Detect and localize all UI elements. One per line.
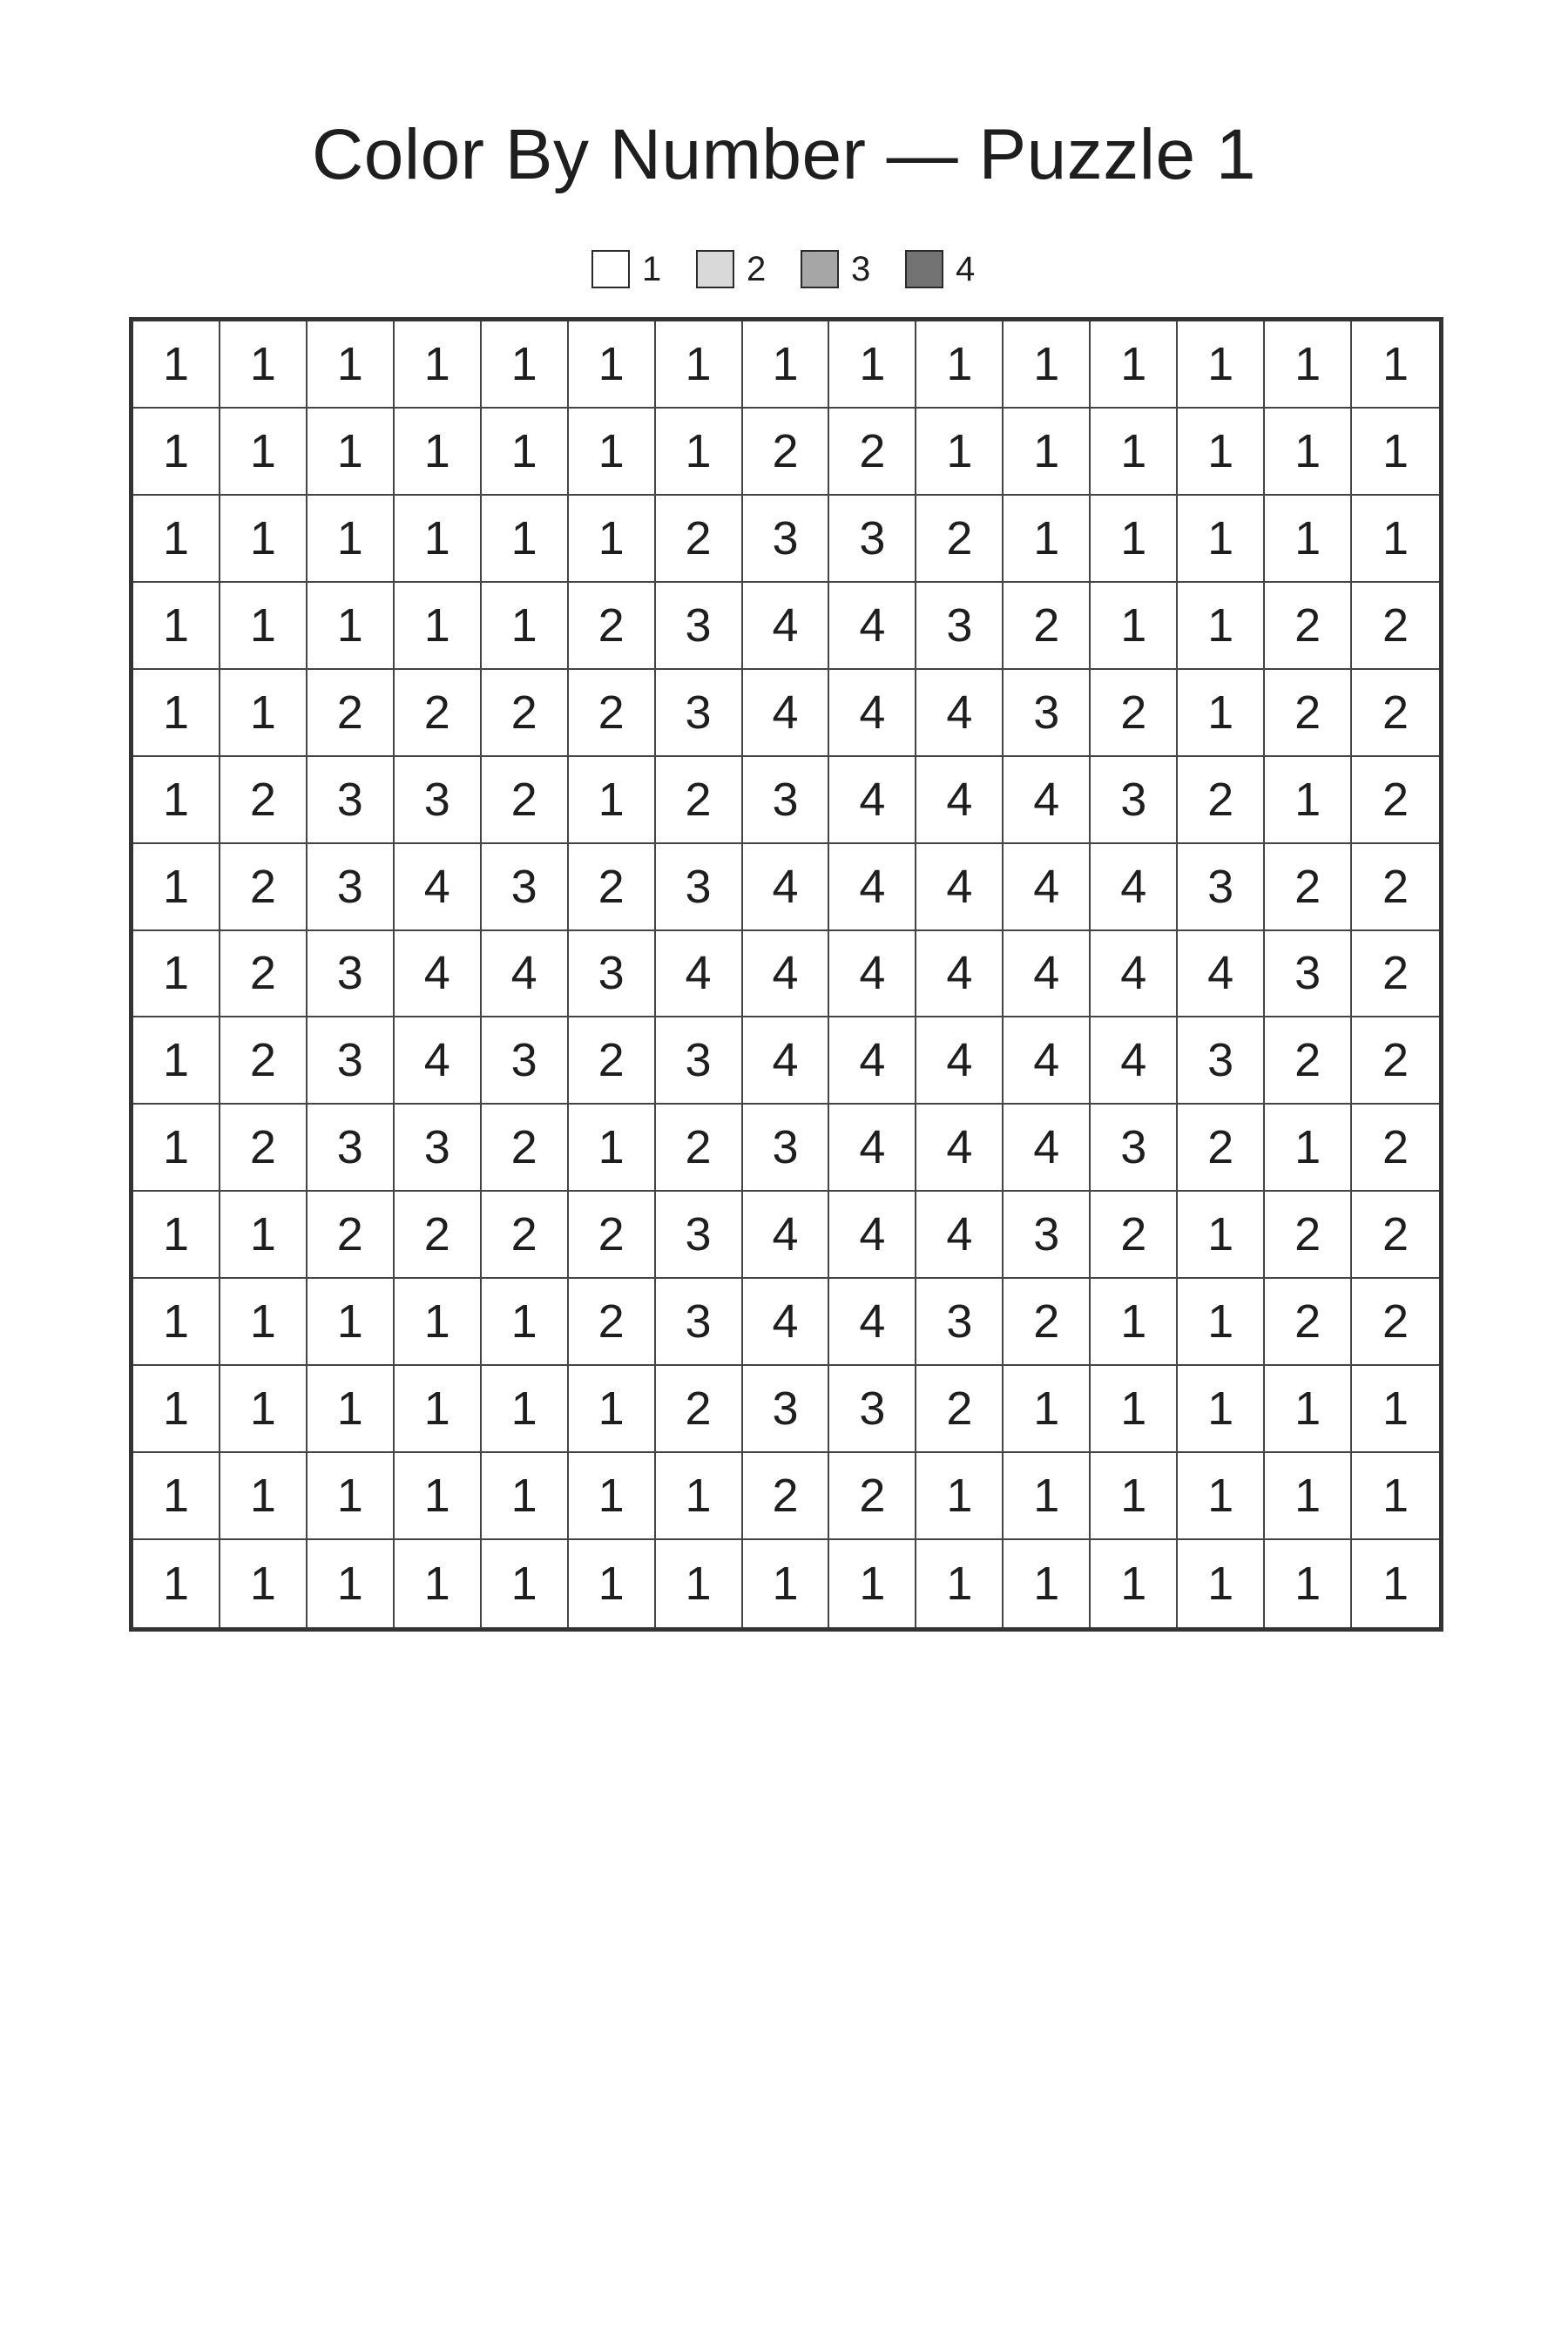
grid-cell[interactable]: 1	[569, 496, 656, 583]
grid-cell[interactable]: 3	[656, 670, 743, 757]
grid-cell[interactable]: 2	[1352, 844, 1439, 931]
grid-cell[interactable]: 1	[308, 496, 395, 583]
grid-cell[interactable]: 2	[1091, 1192, 1178, 1279]
grid-cell[interactable]: 4	[1178, 931, 1265, 1018]
grid-cell[interactable]: 3	[743, 1105, 830, 1192]
grid-cell[interactable]: 1	[482, 1453, 569, 1540]
grid-cell[interactable]: 1	[1178, 670, 1265, 757]
grid-cell[interactable]: 2	[916, 1366, 1004, 1453]
grid-cell[interactable]: 1	[133, 1279, 220, 1366]
grid-cell[interactable]: 3	[482, 844, 569, 931]
grid-cell[interactable]: 2	[395, 1192, 482, 1279]
grid-cell[interactable]: 1	[308, 1540, 395, 1627]
grid-cell[interactable]: 3	[1091, 757, 1178, 844]
grid-cell[interactable]: 2	[829, 409, 916, 496]
grid-cell[interactable]: 3	[743, 496, 830, 583]
legend-swatch-1[interactable]	[591, 250, 630, 288]
grid-cell[interactable]: 2	[482, 1192, 569, 1279]
grid-cell[interactable]: 1	[133, 496, 220, 583]
grid-cell[interactable]: 4	[829, 1017, 916, 1105]
grid-cell[interactable]: 1	[220, 1279, 308, 1366]
grid-cell[interactable]: 4	[395, 931, 482, 1018]
grid-cell[interactable]: 1	[308, 321, 395, 409]
grid-cell[interactable]: 1	[133, 583, 220, 670]
grid-cell[interactable]: 1	[1265, 1105, 1352, 1192]
legend-item-2[interactable]	[696, 250, 767, 288]
grid-cell[interactable]: 1	[1004, 1540, 1091, 1627]
grid-cell[interactable]: 4	[743, 1192, 830, 1279]
grid-cell[interactable]: 4	[916, 931, 1004, 1018]
grid-cell[interactable]: 1	[133, 1453, 220, 1540]
grid-cell[interactable]: 1	[308, 583, 395, 670]
grid-cell[interactable]: 1	[656, 1453, 743, 1540]
grid-cell[interactable]: 4	[829, 844, 916, 931]
grid-cell[interactable]: 2	[220, 1105, 308, 1192]
grid-cell[interactable]: 1	[220, 321, 308, 409]
grid-cell[interactable]: 2	[220, 757, 308, 844]
grid-cell[interactable]: 1	[1091, 409, 1178, 496]
grid-cell[interactable]: 1	[395, 321, 482, 409]
grid-cell[interactable]: 1	[656, 321, 743, 409]
grid-cell[interactable]: 2	[220, 1017, 308, 1105]
grid-cell[interactable]: 2	[1352, 931, 1439, 1018]
grid-cell[interactable]: 4	[1004, 757, 1091, 844]
grid-cell[interactable]: 4	[656, 931, 743, 1018]
grid-cell[interactable]: 2	[656, 496, 743, 583]
grid-cell[interactable]: 4	[916, 1192, 1004, 1279]
grid-cell[interactable]: 1	[569, 321, 656, 409]
grid-cell[interactable]: 1	[1178, 321, 1265, 409]
grid-cell[interactable]: 2	[1352, 1105, 1439, 1192]
grid-cell[interactable]: 3	[656, 844, 743, 931]
grid-cell[interactable]: 4	[1004, 1105, 1091, 1192]
grid-cell[interactable]: 2	[569, 1192, 656, 1279]
grid-cell[interactable]: 1	[1004, 1453, 1091, 1540]
grid-cell[interactable]: 1	[308, 409, 395, 496]
grid-cell[interactable]: 3	[395, 757, 482, 844]
grid-cell[interactable]: 1	[1091, 1279, 1178, 1366]
grid-cell[interactable]: 2	[1265, 1279, 1352, 1366]
grid-cell[interactable]: 1	[395, 1366, 482, 1453]
grid-cell[interactable]: 3	[308, 1017, 395, 1105]
grid-cell[interactable]: 2	[308, 1192, 395, 1279]
grid-cell[interactable]: 2	[308, 670, 395, 757]
grid-cell[interactable]: 1	[1178, 1453, 1265, 1540]
grid-cell[interactable]: 1	[482, 583, 569, 670]
grid-cell[interactable]: 1	[1352, 321, 1439, 409]
grid-cell[interactable]: 2	[395, 670, 482, 757]
grid-cell[interactable]: 1	[482, 1279, 569, 1366]
grid-cell[interactable]: 2	[916, 496, 1004, 583]
grid-cell[interactable]: 4	[916, 757, 1004, 844]
grid-cell[interactable]: 1	[829, 321, 916, 409]
legend-item-4[interactable]	[905, 250, 977, 288]
grid-cell[interactable]: 1	[1178, 1540, 1265, 1627]
grid-cell[interactable]: 3	[308, 1105, 395, 1192]
grid-cell[interactable]: 1	[220, 1540, 308, 1627]
grid-cell[interactable]: 4	[1004, 931, 1091, 1018]
grid-cell[interactable]: 4	[743, 1017, 830, 1105]
grid-cell[interactable]: 1	[220, 583, 308, 670]
grid-cell[interactable]: 3	[916, 1279, 1004, 1366]
grid-cell[interactable]: 4	[743, 670, 830, 757]
grid-cell[interactable]: 2	[1265, 1192, 1352, 1279]
grid-cell[interactable]: 1	[916, 409, 1004, 496]
grid-cell[interactable]: 2	[1352, 670, 1439, 757]
puzzle-title: Color By Number — Puzzle 1	[312, 115, 1256, 194]
grid-cell[interactable]: 1	[1091, 583, 1178, 670]
grid-cell[interactable]: 1	[1091, 1366, 1178, 1453]
grid-cell[interactable]: 4	[743, 583, 830, 670]
grid-cell[interactable]: 1	[482, 1366, 569, 1453]
legend-item-3[interactable]	[801, 250, 872, 288]
grid-cell[interactable]: 4	[1091, 844, 1178, 931]
grid-cell[interactable]: 1	[743, 321, 830, 409]
grid-cell[interactable]: 1	[220, 1453, 308, 1540]
grid-cell[interactable]: 1	[569, 1540, 656, 1627]
grid-cell[interactable]: 4	[916, 1017, 1004, 1105]
grid-cell[interactable]: 3	[482, 1017, 569, 1105]
grid-cell[interactable]: 1	[395, 496, 482, 583]
grid-cell[interactable]: 4	[829, 670, 916, 757]
grid-cell[interactable]: 1	[308, 1453, 395, 1540]
grid-cell[interactable]: 1	[220, 670, 308, 757]
grid-cell[interactable]: 2	[1352, 583, 1439, 670]
grid-cell[interactable]: 2	[220, 931, 308, 1018]
grid-cell[interactable]: 3	[1004, 1192, 1091, 1279]
grid-cell[interactable]: 1	[220, 1366, 308, 1453]
grid-cell[interactable]: 2	[1178, 757, 1265, 844]
grid-cell[interactable]: 1	[569, 757, 656, 844]
grid-cell[interactable]: 1	[1178, 1192, 1265, 1279]
grid-cell[interactable]: 3	[916, 583, 1004, 670]
grid-cell[interactable]: 2	[1352, 1192, 1439, 1279]
grid-cell[interactable]: 1	[656, 409, 743, 496]
grid-cell[interactable]: 1	[133, 670, 220, 757]
grid-cell[interactable]: 2	[1265, 583, 1352, 670]
color-legend	[0, 247, 1568, 291]
grid-cell[interactable]: 2	[656, 1105, 743, 1192]
grid-cell[interactable]: 1	[1091, 321, 1178, 409]
grid-cell[interactable]: 3	[308, 931, 395, 1018]
grid-cell[interactable]: 4	[743, 1279, 830, 1366]
grid-cell[interactable]: 3	[829, 496, 916, 583]
grid-cell[interactable]: 1	[133, 1366, 220, 1453]
grid-cell[interactable]: 1	[1004, 321, 1091, 409]
legend-label-1: 1	[642, 250, 662, 288]
grid-cell[interactable]: 2	[743, 1453, 830, 1540]
grid-cell[interactable]: 4	[829, 931, 916, 1018]
grid-cell[interactable]: 1	[482, 496, 569, 583]
grid-cell[interactable]: 2	[569, 670, 656, 757]
legend-label-2: 2	[747, 250, 767, 288]
grid-cell[interactable]: 2	[1352, 757, 1439, 844]
grid-cell[interactable]: 1	[482, 321, 569, 409]
grid-cell[interactable]: 1	[569, 1366, 656, 1453]
grid-cell[interactable]: 1	[1091, 496, 1178, 583]
grid-cell[interactable]: 3	[656, 1017, 743, 1105]
grid-cell[interactable]: 1	[308, 1279, 395, 1366]
grid-cell[interactable]: 1	[220, 1192, 308, 1279]
grid-cell[interactable]: 3	[1178, 1017, 1265, 1105]
grid-cell[interactable]: 2	[569, 1279, 656, 1366]
grid-cell[interactable]: 1	[656, 1540, 743, 1627]
grid-cell[interactable]: 2	[1352, 1017, 1439, 1105]
grid-cell[interactable]: 4	[829, 1279, 916, 1366]
grid-cell[interactable]: 3	[308, 844, 395, 931]
grid-cell[interactable]: 3	[395, 1105, 482, 1192]
grid-cell[interactable]: 1	[395, 409, 482, 496]
grid-cell[interactable]: 3	[1004, 670, 1091, 757]
grid-cell[interactable]: 3	[743, 757, 830, 844]
grid-cell[interactable]: 1	[308, 1366, 395, 1453]
grid-cell[interactable]: 1	[133, 757, 220, 844]
grid-cell[interactable]: 1	[133, 1192, 220, 1279]
grid-cell[interactable]: 3	[1178, 844, 1265, 931]
grid-cell[interactable]: 1	[1352, 1453, 1439, 1540]
grid-cell[interactable]: 1	[569, 409, 656, 496]
grid-cell[interactable]: 2	[482, 670, 569, 757]
grid-cell[interactable]: 2	[1265, 844, 1352, 931]
grid-cell[interactable]: 4	[829, 583, 916, 670]
legend-label-4: 4	[956, 250, 976, 288]
legend-label-3: 3	[851, 250, 871, 288]
grid-cell[interactable]: 2	[569, 1017, 656, 1105]
grid-cell[interactable]: 3	[569, 931, 656, 1018]
grid-cell[interactable]: 2	[656, 757, 743, 844]
grid-cell[interactable]: 1	[569, 1105, 656, 1192]
grid-cell[interactable]: 1	[1352, 1366, 1439, 1453]
grid-cell[interactable]: 3	[308, 757, 395, 844]
grid-cell[interactable]: 4	[1091, 1017, 1178, 1105]
grid-cell[interactable]: 2	[1004, 583, 1091, 670]
grid-cell[interactable]: 4	[1004, 1017, 1091, 1105]
grid-cell[interactable]: 1	[829, 1540, 916, 1627]
grid-cell[interactable]: 1	[916, 1540, 1004, 1627]
grid-cell[interactable]: 3	[656, 1279, 743, 1366]
grid-cell[interactable]: 3	[829, 1366, 916, 1453]
grid-cell[interactable]: 1	[133, 931, 220, 1018]
grid-cell[interactable]: 1	[482, 409, 569, 496]
grid-cell[interactable]: 4	[916, 844, 1004, 931]
grid-cell[interactable]: 1	[1265, 496, 1352, 583]
grid-cell[interactable]: 1	[1352, 496, 1439, 583]
grid-cell[interactable]: 1	[1265, 1453, 1352, 1540]
grid-cell[interactable]: 3	[743, 1366, 830, 1453]
grid-cell[interactable]: 1	[1091, 1453, 1178, 1540]
grid-cell[interactable]: 2	[1178, 1105, 1265, 1192]
puzzle-grid	[129, 317, 1443, 1632]
grid-cell[interactable]: 1	[1178, 1366, 1265, 1453]
grid-cell[interactable]: 3	[1265, 931, 1352, 1018]
grid-cell[interactable]: 4	[1091, 931, 1178, 1018]
grid-cell[interactable]: 2	[656, 1366, 743, 1453]
grid-cell[interactable]: 2	[1004, 1279, 1091, 1366]
grid-cell[interactable]: 3	[1091, 1105, 1178, 1192]
grid-cell[interactable]: 2	[569, 583, 656, 670]
legend-swatch-3[interactable]	[801, 250, 839, 288]
grid-cell[interactable]: 1	[1382, 1558, 1409, 1611]
grid-cell[interactable]: 1	[220, 409, 308, 496]
grid-cell[interactable]: 3	[656, 583, 743, 670]
grid-cell[interactable]: 1	[1352, 409, 1439, 496]
grid-cell[interactable]: 1	[1178, 409, 1265, 496]
grid-cell[interactable]: 4	[743, 931, 830, 1018]
grid-cell[interactable]: 1	[1178, 1279, 1265, 1366]
grid-cell[interactable]: 1	[1265, 757, 1352, 844]
grid-cell[interactable]: 2	[829, 1453, 916, 1540]
grid-cell[interactable]: 1	[916, 1453, 1004, 1540]
grid-cell[interactable]: 2	[1091, 670, 1178, 757]
grid-cell[interactable]: 4	[395, 1017, 482, 1105]
grid-cell[interactable]: 1	[1265, 409, 1352, 496]
grid-cell[interactable]: 1	[395, 1453, 482, 1540]
grid-cell[interactable]: 1	[133, 321, 220, 409]
grid-cell[interactable]: 2	[220, 844, 308, 931]
grid-cell[interactable]: 1	[743, 1540, 830, 1627]
grid-cell[interactable]: 1	[1265, 1366, 1352, 1453]
grid-cell[interactable]: 2	[1265, 670, 1352, 757]
legend-item-1[interactable]	[591, 250, 663, 288]
grid-cell[interactable]: 1	[1004, 496, 1091, 583]
grid-cell[interactable]: 1	[395, 1279, 482, 1366]
grid-cell[interactable]: 4	[829, 1105, 916, 1192]
grid-cell[interactable]: 1	[220, 496, 308, 583]
grid-cell[interactable]: 4	[743, 844, 830, 931]
grid-cell[interactable]: 4	[829, 1192, 916, 1279]
grid-cell[interactable]: 1	[569, 1453, 656, 1540]
grid-cell[interactable]: 1	[133, 1105, 220, 1192]
grid-cell[interactable]: 4	[829, 757, 916, 844]
grid-cell[interactable]: 1	[395, 1540, 482, 1627]
grid-cell[interactable]: 1	[482, 1540, 569, 1627]
grid-cell[interactable]: 4	[916, 670, 1004, 757]
grid-cell[interactable]: 1	[1091, 1540, 1178, 1627]
grid-cell[interactable]: 2	[482, 757, 569, 844]
grid-cell[interactable]: 2	[569, 844, 656, 931]
legend-swatch-2[interactable]	[696, 250, 734, 288]
grid-cell[interactable]: 2	[1265, 1017, 1352, 1105]
legend-swatch-4[interactable]	[905, 250, 943, 288]
grid-cell[interactable]: 4	[482, 931, 569, 1018]
grid-cell[interactable]: 1	[1178, 583, 1265, 670]
grid-cell[interactable]: 4	[1004, 844, 1091, 931]
grid-cell[interactable]: 2	[482, 1105, 569, 1192]
grid-cell[interactable]: 1	[133, 844, 220, 931]
grid-cell[interactable]: 1	[1265, 1540, 1352, 1627]
grid-cell[interactable]: 1	[133, 1017, 220, 1105]
grid-cell[interactable]: 2	[1352, 1279, 1439, 1366]
grid-cell[interactable]: 1	[133, 409, 220, 496]
grid-cell[interactable]: 1	[1178, 496, 1265, 583]
grid-cell[interactable]: 1	[1004, 409, 1091, 496]
grid-cell[interactable]: 1	[1265, 321, 1352, 409]
grid-cell[interactable]: 1	[395, 583, 482, 670]
grid-cell[interactable]: 4	[916, 1105, 1004, 1192]
grid-cell[interactable]: 1	[916, 321, 1004, 409]
grid-cell[interactable]: 1	[133, 1540, 220, 1627]
grid-cell[interactable]: 2	[743, 409, 830, 496]
grid-cell[interactable]: 4	[395, 844, 482, 931]
grid-cell[interactable]: 3	[656, 1192, 743, 1279]
grid-cell[interactable]: 1	[1004, 1366, 1091, 1453]
